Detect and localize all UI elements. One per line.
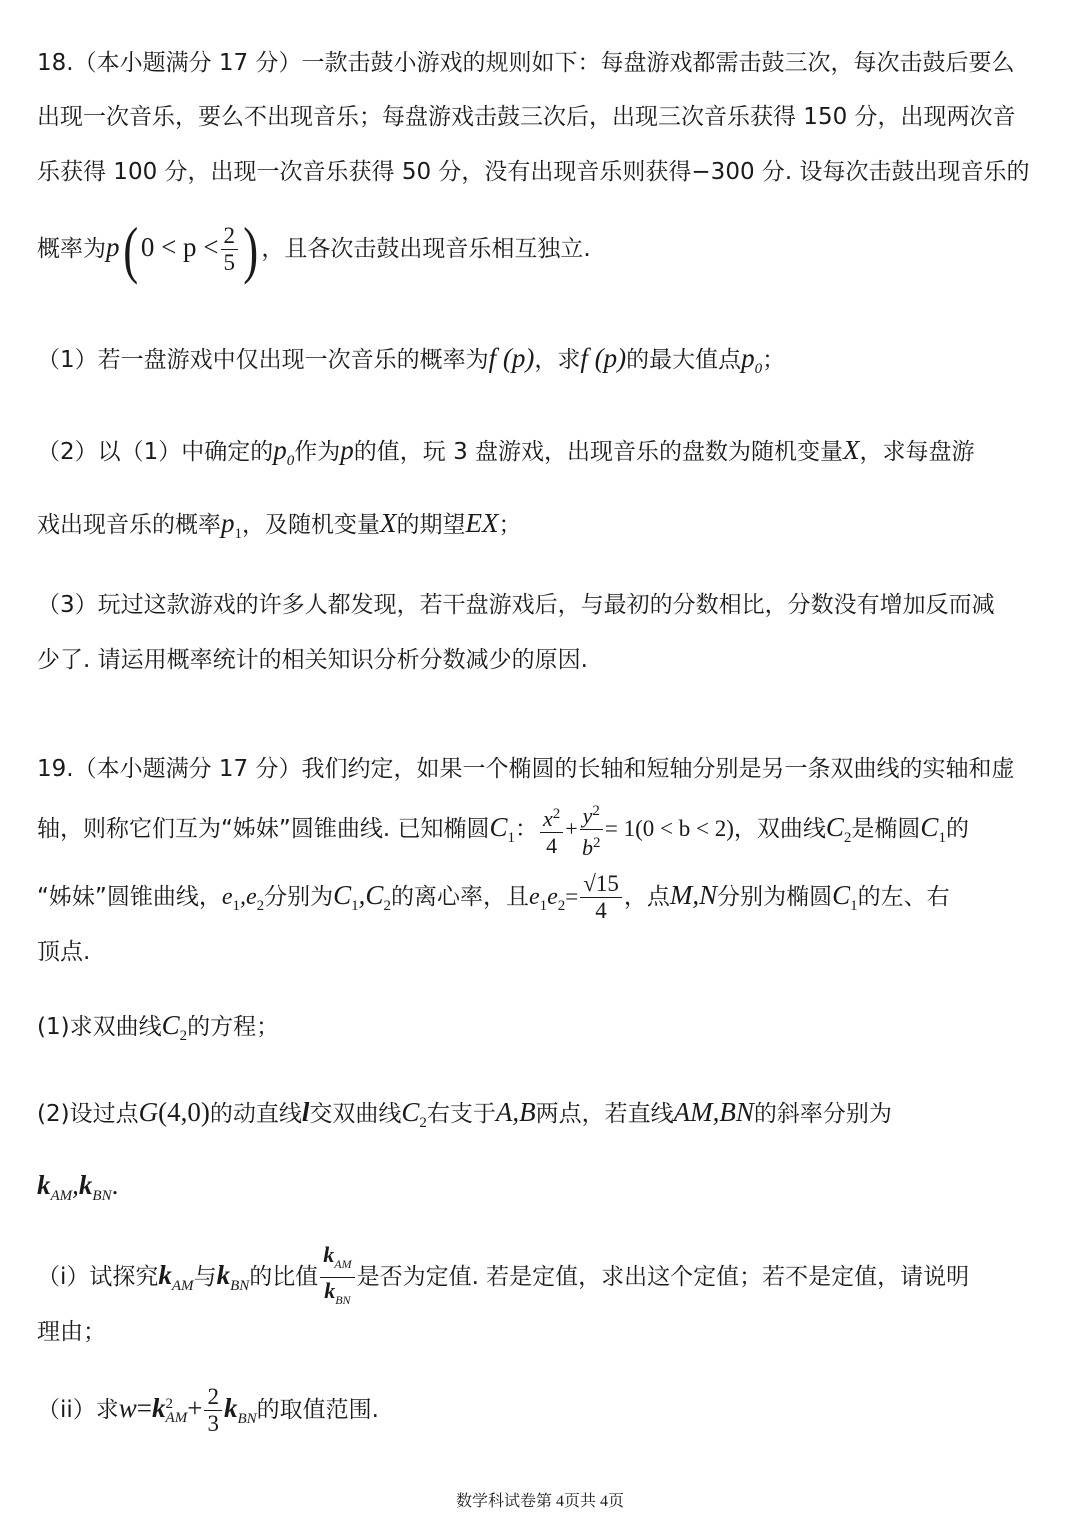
fraction-x2-4: $\frac{x^2}{4}$ bbox=[540, 801, 563, 859]
q18-part-3-line-1: （3）玩过这款游戏的许多人都发现，若干盘游戏后，与最初的分数相比，分数没有增加反而减 bbox=[37, 592, 995, 618]
page-footer: 数学科试卷第 4页共 4页 bbox=[455, 1493, 624, 1510]
fraction-2-5: $\frac{2}{5}$ bbox=[221, 223, 239, 276]
q19-part-ii: （ii）求w=k 2 AM + $\frac{2}{3}$ $k_{BN}$的取值范围. bbox=[37, 1384, 379, 1436]
q19-sub-2: (2)设过点G(4,0)的动直线l交双曲线$C_2$右支于A,B两点，若直线AM,BN的斜率分别为 bbox=[37, 1097, 892, 1131]
q18-part-2-line-2: 戏出现音乐的概率$p_1$，及随机变量X的期望EX； bbox=[37, 508, 522, 542]
fraction-y2-b2: $\frac{y^2}{b^2}$ bbox=[580, 798, 603, 861]
inequality: 0 < p < bbox=[140, 232, 219, 262]
q18-line-2: 出现一次音乐，要么不出现音乐；每盘游戏击鼓三次后，出现三次音乐获得 150 分，出现两次音 bbox=[37, 104, 1016, 130]
q18-line-1: 18.（本小题满分 17 分）一款击鼓小游戏的规则如下：每盘游戏都需击鼓三次，每次击鼓后要么 bbox=[37, 50, 1015, 76]
fraction-kAM-kBN: $\frac{k_{AM}}{k_{BN}}$ bbox=[320, 1242, 354, 1313]
q18-part-2-line-1: （2）以（1）中确定的$p_0$作为p的值，玩 3 盘游戏，出现音乐的盘数为随机变量X，求每盘游 bbox=[37, 435, 975, 469]
var-p: p bbox=[106, 232, 120, 262]
q18-part-3-line-2: 少了. 请运用概率统计的相关知识分析分数减少的原因. bbox=[37, 647, 588, 673]
q19-sub-1: (1)求双曲线$C_2$的方程； bbox=[37, 1010, 280, 1044]
f-of-p: f (p) bbox=[580, 343, 627, 373]
p0: p bbox=[741, 343, 755, 373]
fraction-2-3: $\frac{2}{3}$ bbox=[204, 1384, 222, 1437]
q18-line-3: 乐获得 100 分，出现一次音乐获得 50 分，没有出现音乐则获得−300 分. 设每次击鼓出现音乐的 bbox=[37, 159, 1030, 185]
q18-line-4 bbox=[37, 212, 591, 284]
q19-part-i: （i）试探究$k_{AM}$与$k_{BN}$的比值 $\frac{k_{AM}}{k_{BN}}$ 是否为定值. 若是定值，求出这个定值；若不是定值，请说明 bbox=[37, 1242, 969, 1319]
fraction-sqrt15-4: $\frac{√15}{4}$ bbox=[580, 871, 622, 924]
q19-line-1: 19.（本小题满分 17 分）我们约定，如果一个椭圆的长轴和短轴分别是另一条双曲线的实轴和虚 bbox=[37, 756, 1015, 782]
q18-prob-label: 概率为 bbox=[37, 236, 106, 262]
q18-independence: ，且各次击鼓出现音乐相互独立. bbox=[261, 236, 591, 262]
q19-sub-2-slopes: $k_{AM},k_{BN}$. bbox=[37, 1170, 119, 1204]
left-paren: ( bbox=[122, 213, 138, 285]
q19-line-3: “姊妹”圆锥曲线，$e_1,e_2$分别为$C_1,C_2$的离心率，且$e_1e_2=$ $\frac{√15}{4}$ ，点M,N分别为椭圆$C_1$的左、右 bbox=[37, 871, 950, 923]
q19-line-2: 轴，则称它们互为“姊妹”圆锥曲线. 已知椭圆$C_1$： $\frac{x^2}{4}$ + $\frac{y^2}{b^2}$ = 1(0 < b < 2)，双曲线$C_2$是椭圆$C_1$的 bbox=[37, 793, 969, 872]
q18-part-1: （1）若一盘游戏中仅出现一次音乐的概率为f (p)，求f (p)的最大值点$p_0$； bbox=[37, 343, 786, 377]
q19-part-i-line-2: 理由； bbox=[37, 1319, 106, 1345]
q19-line-4: 顶点. bbox=[37, 939, 91, 965]
right-paren: ) bbox=[243, 213, 259, 285]
f-of-p: f (p) bbox=[488, 343, 535, 373]
